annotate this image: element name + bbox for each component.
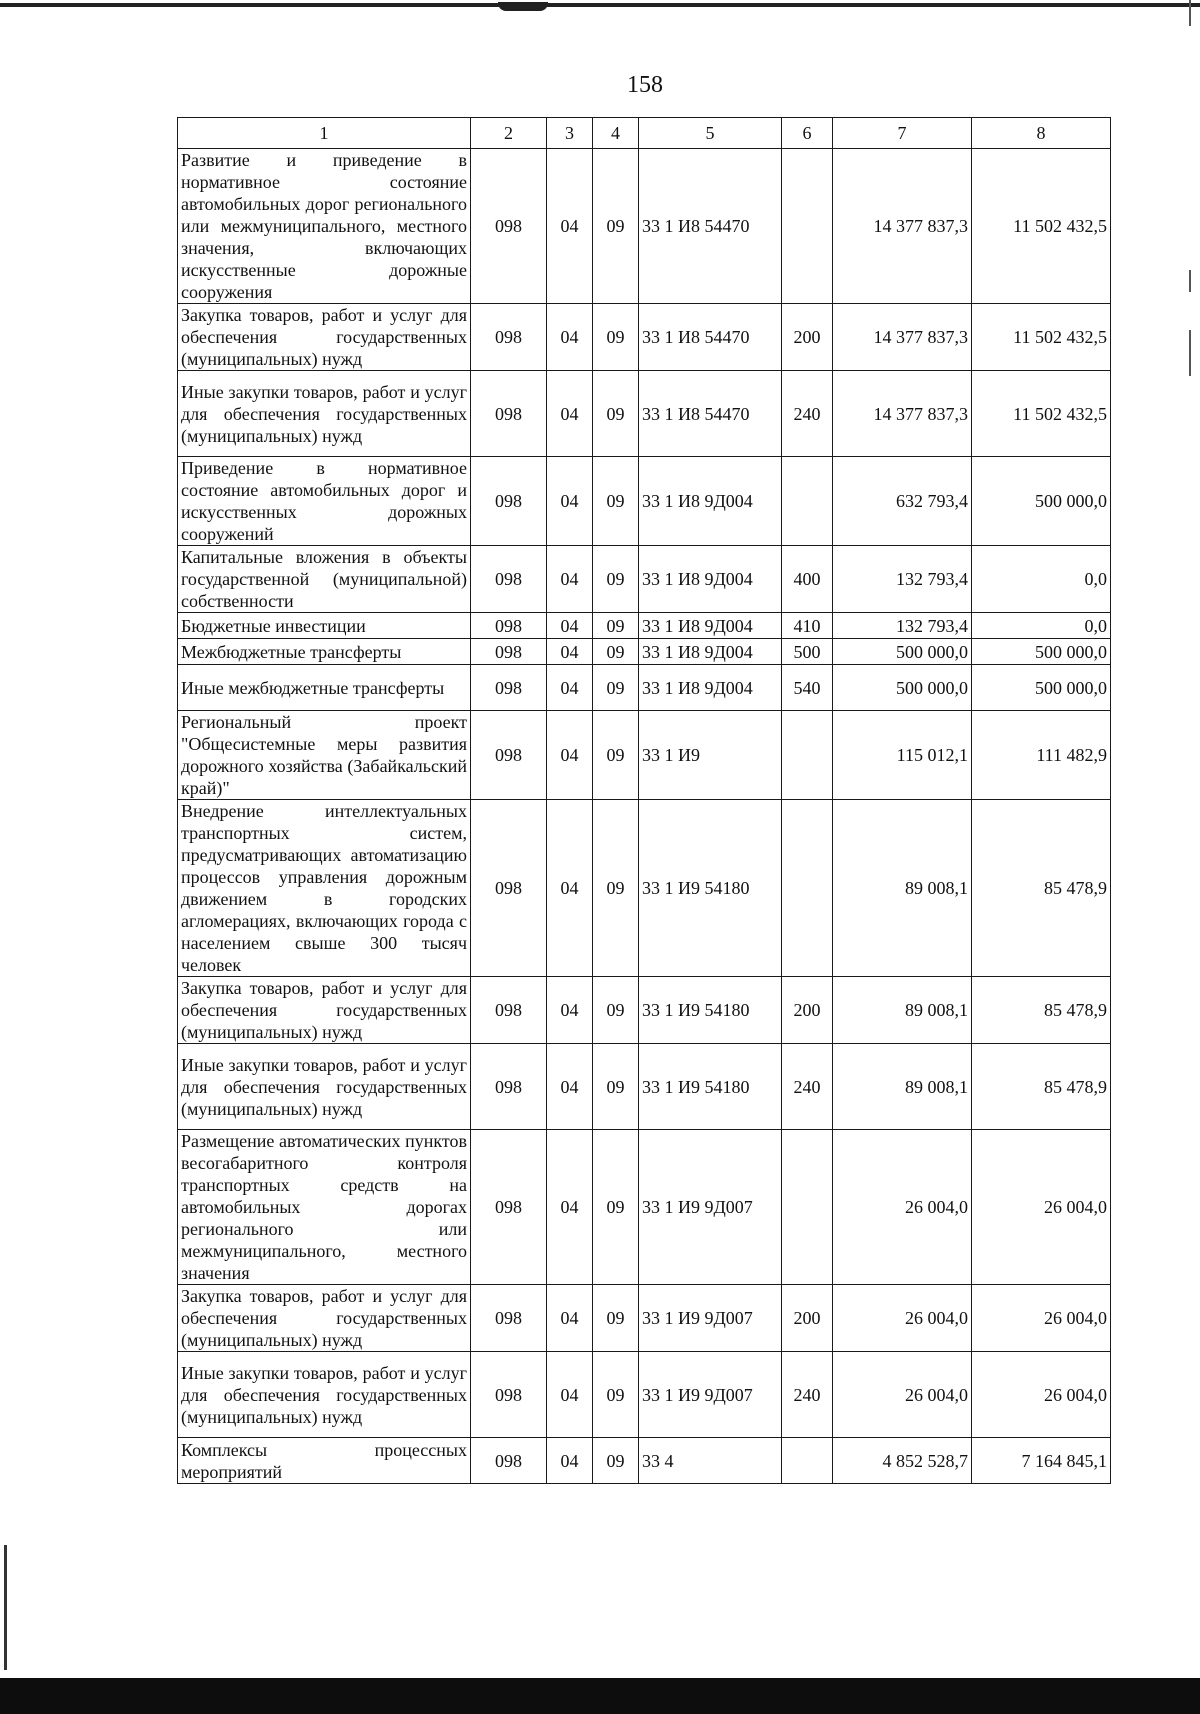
column-header: 6: [782, 118, 833, 149]
cell-amount-col7: 132 793,4: [833, 546, 972, 613]
cell-expense-type: 200: [782, 977, 833, 1044]
cell-target-article: 33 4: [639, 1438, 782, 1484]
cell-target-article: 33 1 И8 54470: [639, 304, 782, 371]
table-row: [178, 977, 1111, 1044]
cell-ministry-code: 098: [471, 1438, 547, 1484]
cell-section: 04: [547, 665, 593, 711]
budget-table: [177, 117, 1111, 1484]
row-name: Иные закупки товаров, работ и услуг для обеспечения государственных (муниципальных) нужд: [178, 1044, 471, 1130]
cell-ministry-code: 098: [471, 711, 547, 800]
table-row: [178, 1352, 1111, 1438]
cell-amount-col7: 14 377 837,3: [833, 304, 972, 371]
cell-section: 04: [547, 711, 593, 800]
cell-target-article: 33 1 И9 54180: [639, 800, 782, 977]
cell-amount-col7: 632 793,4: [833, 457, 972, 546]
cell-target-article: 33 1 И9 9Д007: [639, 1130, 782, 1285]
cell-expense-type: 400: [782, 546, 833, 613]
cell-ministry-code: 098: [471, 1352, 547, 1438]
cell-amount-col8: 85 478,9: [972, 1044, 1111, 1130]
row-name: Иные закупки товаров, работ и услуг для обеспечения государственных (муниципальных) нужд: [178, 371, 471, 457]
cell-expense-type: 200: [782, 304, 833, 371]
row-name: Закупка товаров, работ и услуг для обеспечения государственных (муниципальных) нужд: [178, 1285, 471, 1352]
cell-target-article: 33 1 И8 9Д004: [639, 457, 782, 546]
cell-subsection: 09: [593, 546, 639, 613]
cell-subsection: 09: [593, 1044, 639, 1130]
cell-amount-col8: 500 000,0: [972, 457, 1111, 546]
cell-target-article: 33 1 И9 9Д007: [639, 1352, 782, 1438]
table-row: [178, 546, 1111, 613]
cell-target-article: 33 1 И8 54470: [639, 371, 782, 457]
cell-amount-col8: 7 164 845,1: [972, 1438, 1111, 1484]
table-row: [178, 457, 1111, 546]
cell-ministry-code: 098: [471, 1130, 547, 1285]
cell-amount-col8: 111 482,9: [972, 711, 1111, 800]
cell-subsection: 09: [593, 1285, 639, 1352]
column-header: 5: [639, 118, 782, 149]
row-name: Межбюджетные трансферты: [178, 639, 471, 665]
column-header: 1: [178, 118, 471, 149]
cell-amount-col7: 14 377 837,3: [833, 371, 972, 457]
table-body: [178, 149, 1111, 1484]
cell-subsection: 09: [593, 711, 639, 800]
column-header: 2: [471, 118, 547, 149]
row-name: Приведение в нормативное состояние автомобильных дорог и искусственных дорожных сооружений: [178, 457, 471, 546]
row-name: Закупка товаров, работ и услуг для обеспечения государственных (муниципальных) нужд: [178, 304, 471, 371]
cell-subsection: 09: [593, 613, 639, 639]
cell-amount-col7: 89 008,1: [833, 1044, 972, 1130]
cell-amount-col7: 4 852 528,7: [833, 1438, 972, 1484]
cell-section: 04: [547, 977, 593, 1044]
cell-target-article: 33 1 И8 9Д004: [639, 639, 782, 665]
cell-expense-type: 540: [782, 665, 833, 711]
cell-amount-col8: 500 000,0: [972, 639, 1111, 665]
column-header: 7: [833, 118, 972, 149]
cell-ministry-code: 098: [471, 149, 547, 304]
cell-ministry-code: 098: [471, 371, 547, 457]
column-header: 4: [593, 118, 639, 149]
cell-section: 04: [547, 613, 593, 639]
row-name: Региональный проект "Общесистемные меры развития дорожного хозяйства (Забайкальский край)": [178, 711, 471, 800]
cell-ministry-code: 098: [471, 977, 547, 1044]
cell-amount-col7: 26 004,0: [833, 1130, 972, 1285]
scan-artifact-bottom-bar: [0, 1678, 1200, 1714]
scan-artifact-right-mark: [1189, 330, 1191, 376]
table-row: [178, 304, 1111, 371]
cell-ministry-code: 098: [471, 457, 547, 546]
table-row: [178, 639, 1111, 665]
cell-amount-col7: 14 377 837,3: [833, 149, 972, 304]
cell-section: 04: [547, 304, 593, 371]
row-name: Иные закупки товаров, работ и услуг для обеспечения государственных (муниципальных) нужд: [178, 1352, 471, 1438]
cell-section: 04: [547, 1044, 593, 1130]
cell-ministry-code: 098: [471, 304, 547, 371]
cell-amount-col7: 500 000,0: [833, 665, 972, 711]
cell-amount-col7: 115 012,1: [833, 711, 972, 800]
cell-ministry-code: 098: [471, 665, 547, 711]
cell-amount-col8: 500 000,0: [972, 665, 1111, 711]
table-row: [178, 613, 1111, 639]
cell-amount-col8: 26 004,0: [972, 1352, 1111, 1438]
cell-expense-type: 410: [782, 613, 833, 639]
cell-amount-col7: 500 000,0: [833, 639, 972, 665]
cell-ministry-code: 098: [471, 1044, 547, 1130]
table-row: [178, 149, 1111, 304]
cell-section: 04: [547, 800, 593, 977]
row-name: Капитальные вложения в объекты государственной (муниципальной) собственности: [178, 546, 471, 613]
cell-amount-col8: 85 478,9: [972, 977, 1111, 1044]
table-row: [178, 1130, 1111, 1285]
cell-subsection: 09: [593, 149, 639, 304]
cell-target-article: 33 1 И9 54180: [639, 1044, 782, 1130]
cell-expense-type: 240: [782, 1352, 833, 1438]
cell-amount-col7: 132 793,4: [833, 613, 972, 639]
cell-section: 04: [547, 149, 593, 304]
column-header: 8: [972, 118, 1111, 149]
cell-section: 04: [547, 1130, 593, 1285]
cell-expense-type: 500: [782, 639, 833, 665]
table-row: [178, 665, 1111, 711]
cell-section: 04: [547, 1352, 593, 1438]
row-name: Развитие и приведение в нормативное состояние автомобильных дорог регионального или межмуниципального, местного значения, включающих искусственные дорожные сооружения: [178, 149, 471, 304]
cell-subsection: 09: [593, 1438, 639, 1484]
cell-amount-col7: 26 004,0: [833, 1285, 972, 1352]
row-name: Комплексы процессных мероприятий: [178, 1438, 471, 1484]
row-name: Размещение автоматических пунктов весогабаритного контроля транспортных средств на автомобильных дорогах регионального или межмуниципального, местного значения: [178, 1130, 471, 1285]
cell-expense-type: [782, 149, 833, 304]
cell-ministry-code: 098: [471, 1285, 547, 1352]
cell-subsection: 09: [593, 1352, 639, 1438]
cell-target-article: 33 1 И9 54180: [639, 977, 782, 1044]
cell-subsection: 09: [593, 457, 639, 546]
cell-subsection: 09: [593, 639, 639, 665]
table-row: [178, 1438, 1111, 1484]
cell-expense-type: [782, 1130, 833, 1285]
cell-target-article: 33 1 И9 9Д007: [639, 1285, 782, 1352]
scan-artifact-right-mark: [1189, 0, 1191, 26]
cell-amount-col7: 89 008,1: [833, 977, 972, 1044]
cell-subsection: 09: [593, 665, 639, 711]
scan-artifact-top-line: [0, 3, 1200, 7]
column-header: 3: [547, 118, 593, 149]
cell-amount-col8: 0,0: [972, 613, 1111, 639]
cell-target-article: 33 1 И9: [639, 711, 782, 800]
cell-subsection: 09: [593, 800, 639, 977]
table-header-row: [178, 118, 1111, 149]
cell-section: 04: [547, 546, 593, 613]
table-row: [178, 1285, 1111, 1352]
row-name: Бюджетные инвестиции: [178, 613, 471, 639]
row-name: Закупка товаров, работ и услуг для обеспечения государственных (муниципальных) нужд: [178, 977, 471, 1044]
cell-ministry-code: 098: [471, 613, 547, 639]
scan-artifact-right-mark: [1189, 270, 1191, 292]
cell-target-article: 33 1 И8 54470: [639, 149, 782, 304]
cell-expense-type: [782, 711, 833, 800]
cell-expense-type: [782, 1438, 833, 1484]
cell-ministry-code: 098: [471, 639, 547, 665]
cell-amount-col8: 85 478,9: [972, 800, 1111, 977]
page-number: 158: [627, 72, 663, 98]
cell-amount-col7: 89 008,1: [833, 800, 972, 977]
scan-artifact-top-blob: [498, 2, 548, 11]
table-row: [178, 711, 1111, 800]
cell-amount-col8: 26 004,0: [972, 1130, 1111, 1285]
cell-target-article: 33 1 И8 9Д004: [639, 546, 782, 613]
cell-amount-col8: 11 502 432,5: [972, 304, 1111, 371]
row-name: Внедрение интеллектуальных транспортных систем, предусматривающих автоматизацию процессов управления дорожным движением в городских агломерациях, включающих города с населением свыше 300 тысяч человек: [178, 800, 471, 977]
table-row: [178, 371, 1111, 457]
cell-section: 04: [547, 639, 593, 665]
cell-ministry-code: 098: [471, 546, 547, 613]
table-row: [178, 1044, 1111, 1130]
cell-expense-type: 240: [782, 371, 833, 457]
cell-subsection: 09: [593, 1130, 639, 1285]
cell-amount-col7: 26 004,0: [833, 1352, 972, 1438]
table-row: [178, 800, 1111, 977]
row-name: Иные межбюджетные трансферты: [178, 665, 471, 711]
cell-expense-type: [782, 800, 833, 977]
cell-target-article: 33 1 И8 9Д004: [639, 665, 782, 711]
cell-amount-col8: 26 004,0: [972, 1285, 1111, 1352]
cell-amount-col8: 11 502 432,5: [972, 149, 1111, 304]
cell-target-article: 33 1 И8 9Д004: [639, 613, 782, 639]
cell-section: 04: [547, 457, 593, 546]
scan-artifact-left-mark: [4, 1545, 7, 1670]
cell-subsection: 09: [593, 977, 639, 1044]
cell-section: 04: [547, 1438, 593, 1484]
cell-expense-type: 240: [782, 1044, 833, 1130]
cell-amount-col8: 0,0: [972, 546, 1111, 613]
cell-subsection: 09: [593, 304, 639, 371]
cell-section: 04: [547, 1285, 593, 1352]
cell-amount-col8: 11 502 432,5: [972, 371, 1111, 457]
cell-ministry-code: 098: [471, 800, 547, 977]
cell-expense-type: 200: [782, 1285, 833, 1352]
cell-expense-type: [782, 457, 833, 546]
cell-section: 04: [547, 371, 593, 457]
cell-subsection: 09: [593, 371, 639, 457]
